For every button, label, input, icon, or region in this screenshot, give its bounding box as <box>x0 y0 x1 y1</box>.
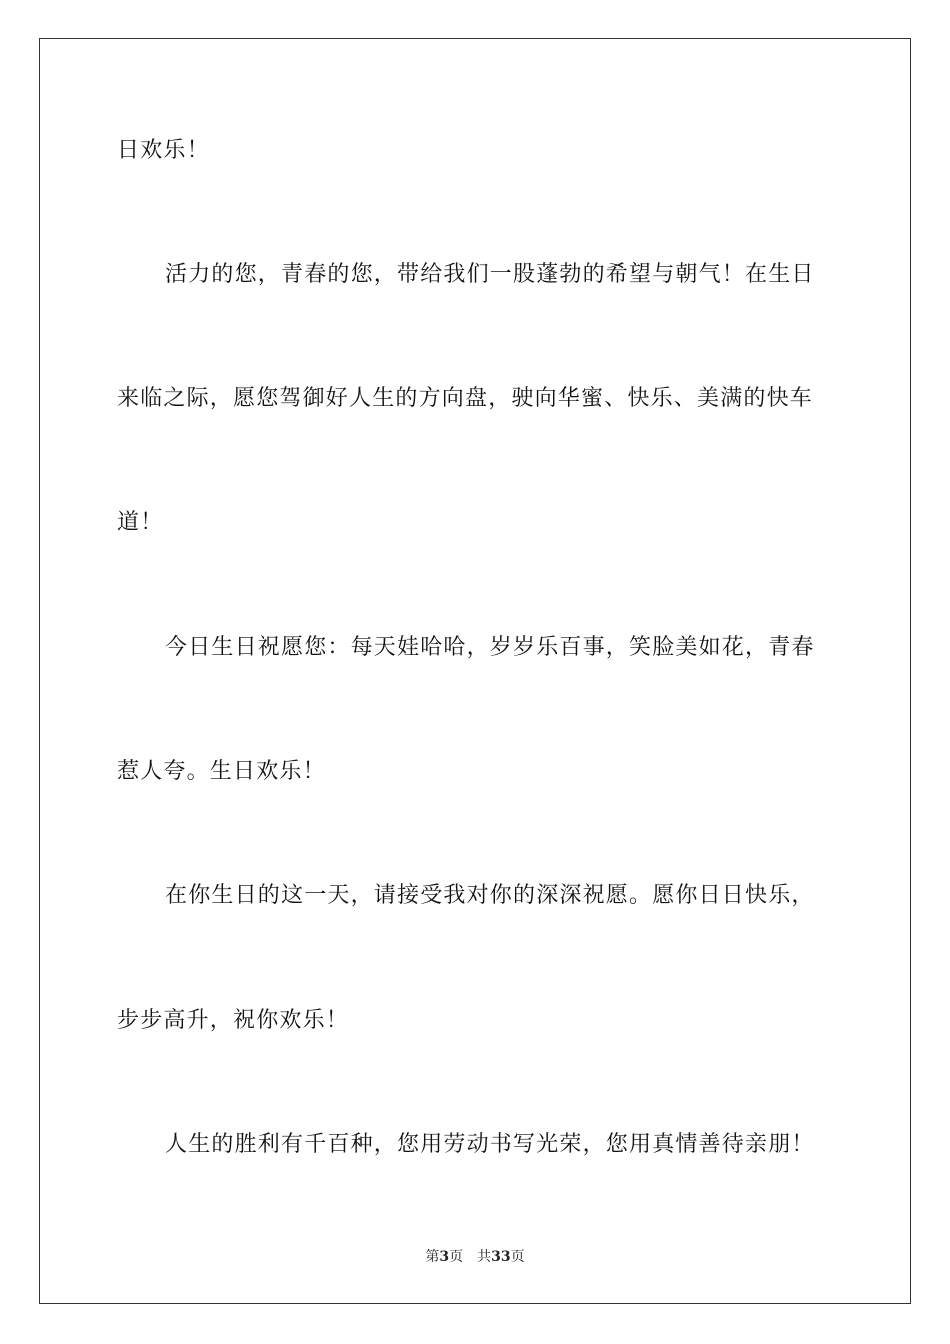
page-frame <box>39 38 911 1304</box>
total-pages: 33 <box>491 1249 511 1265</box>
paragraph-1-line-2: 来临之际，愿您驾御好人生的方向盘，驶向华蜜、快乐、美满的快车 <box>117 386 814 411</box>
page-suffix: 页 <box>449 1249 464 1265</box>
page-number: 3 <box>439 1249 450 1265</box>
paragraph-2-line-1: 今日生日祝愿您：每天娃哈哈，岁岁乐百事，笑脸美如花，青春 <box>165 635 815 660</box>
total-prefix: 共 <box>477 1249 492 1265</box>
paragraph-1-line-3: 道！ <box>117 510 164 535</box>
text-line-1: 日欢乐！ <box>117 138 210 163</box>
paragraph-1-line-1: 活力的您，青春的您，带给我们一股蓬勃的希望与朝气！在生日 <box>165 262 815 287</box>
paragraph-3-line-2: 步步高升，祝你欢乐！ <box>117 1008 350 1033</box>
page-footer <box>0 1247 950 1267</box>
paragraph-3-line-1: 在你生日的这一天，请接受我对你的深深祝愿。愿你日日快乐， <box>165 883 815 908</box>
total-suffix: 页 <box>510 1249 525 1265</box>
paragraph-2-line-2: 惹人夸。生日欢乐！ <box>117 759 326 784</box>
paragraph-4-line-1: 人生的胜利有千百种，您用劳动书写光荣，您用真情善待亲朋！ <box>165 1132 815 1157</box>
page-prefix: 第 <box>425 1249 440 1265</box>
